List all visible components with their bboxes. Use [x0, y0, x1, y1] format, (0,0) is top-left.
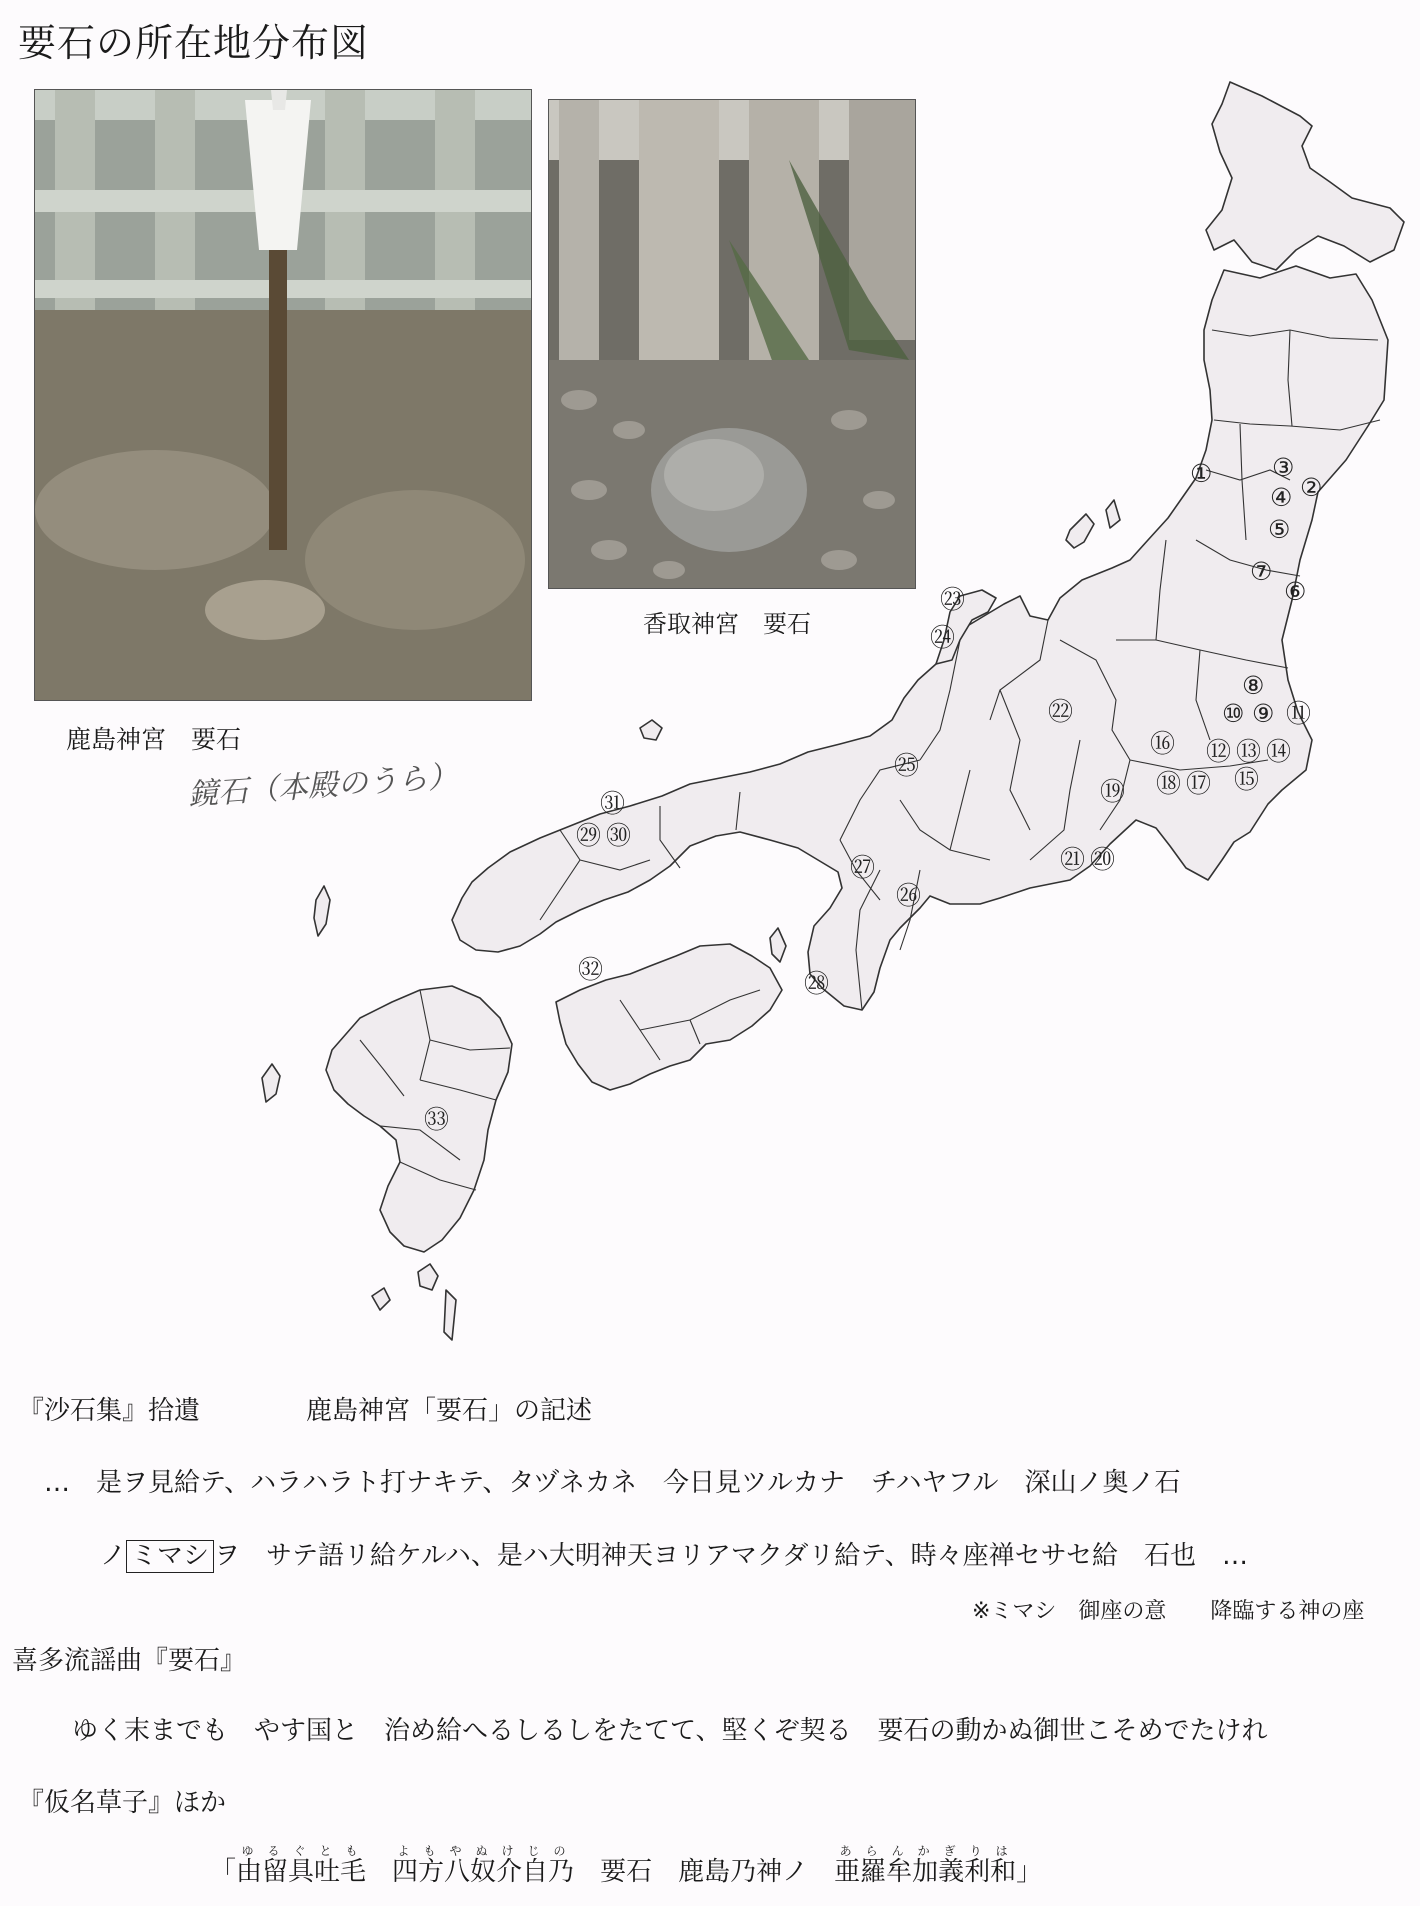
yokyoku-heading: 喜多流謡曲『要石』 — [12, 1646, 247, 1676]
map-marker-29: ㉙ — [576, 821, 602, 850]
shasekishu-line-1: … 是ヲ見給テ、ハラハラト打ナキテ、タヅネカネ 今日見ツルカナ チハヤフル 深山ノ奥ノ石 — [44, 1468, 1181, 1498]
map-marker-11: ⑪ — [1286, 699, 1312, 728]
verse-part-1 — [236, 1844, 367, 1887]
map-marker-20: ⑳ — [1090, 845, 1116, 874]
map-marker-33: ㉝ — [424, 1105, 450, 1134]
close-quote: 」 — [1016, 1857, 1043, 1887]
map-marker-23: ㉓ — [940, 585, 966, 614]
map-marker-5: ⑤ — [1268, 515, 1291, 544]
map-marker-12: ⑫ — [1206, 737, 1232, 766]
map-marker-1: ① — [1190, 459, 1213, 488]
map-marker-30: ㉚ — [606, 821, 632, 850]
mimashi-note: ※ミマシ 御座の意 降臨する神の座 — [972, 1599, 1365, 1624]
yokyoku-line: ゆく末までも やす国と 治め給へるしるしをたてて、堅くぞ契る 要石の動かぬ御世こそめでたけれ — [72, 1716, 1268, 1746]
kashima-kaname-ishi-photo — [34, 89, 532, 701]
map-marker-14: ⑭ — [1266, 737, 1292, 766]
map-marker-8: ⑧ — [1242, 671, 1265, 700]
map-marker-10: ⑩ — [1222, 699, 1245, 728]
map-marker-26: ㉖ — [896, 881, 922, 910]
shasekishu-line-2 — [100, 1535, 1248, 1573]
verse-part-1-text: 由留具吐毛 — [236, 1857, 367, 1887]
map-marker-25: ㉕ — [894, 751, 920, 780]
line-2-rest: ヲ サテ語リ給ケルハ、是ハ大明神天ヨリアマクダリ給テ、時々座禅セサセ給 石也 … — [214, 1541, 1249, 1571]
shasekishu-heading: 『沙石集』拾遺 — [18, 1396, 201, 1426]
map-marker-16: ⑯ — [1150, 729, 1176, 758]
verse-part-1-reading: ゆるぐとも — [236, 1844, 367, 1858]
handwritten-note: 鏡石（本殿のうら） — [187, 759, 459, 813]
map-marker-4: ④ — [1270, 483, 1293, 512]
map-marker-9: ⑨ — [1252, 699, 1275, 728]
katori-caption: 香取神宮 要石 — [643, 610, 811, 638]
map-marker-19: ⑲ — [1100, 777, 1126, 806]
map-marker-17: ⑰ — [1186, 769, 1212, 798]
katori-kaname-ishi-photo — [548, 99, 916, 589]
map-marker-21: ㉑ — [1060, 845, 1086, 874]
verse-part-2-text: 四方八奴介自乃 — [392, 1857, 575, 1887]
map-marker-18: ⑱ — [1156, 769, 1182, 798]
map-marker-7: ⑦ — [1250, 557, 1273, 586]
mimashi-boxed-word: ミマシ — [126, 1540, 214, 1573]
map-marker-15: ⑮ — [1234, 765, 1260, 794]
map-marker-31: ㉛ — [600, 789, 626, 818]
shasekishu-topic: 鹿島神宮「要石」の記述 — [306, 1396, 593, 1426]
map-marker-13: ⑬ — [1236, 737, 1262, 766]
map-marker-32: ㉜ — [578, 955, 604, 984]
open-quote: 「 — [210, 1857, 237, 1887]
map-marker-3: ③ — [1272, 453, 1295, 482]
map-marker-28: ㉘ — [804, 969, 830, 998]
verse-part-4 — [834, 1844, 1017, 1887]
verse-part-3: 要石 鹿島乃神ノ — [600, 1857, 809, 1887]
kanazoshi-verse — [210, 1844, 1042, 1888]
map-marker-2: ② — [1300, 473, 1323, 502]
map-marker-6: ⑥ — [1284, 577, 1307, 606]
verse-part-2-reading: よもやぬけじの — [392, 1844, 575, 1858]
verse-part-4-reading: あらんかぎりは — [834, 1844, 1017, 1858]
verse-part-4-text: 亜羅牟加義利和 — [834, 1857, 1017, 1887]
page-title: 要石の所在地分布図 — [18, 21, 370, 65]
line-2-prefix: ノ — [100, 1541, 127, 1571]
map-marker-27: ㉗ — [850, 853, 876, 882]
map-marker-22: ㉒ — [1048, 697, 1074, 726]
map-marker-24: ㉔ — [930, 623, 956, 652]
kanazoshi-heading: 『仮名草子』ほか — [18, 1788, 227, 1818]
verse-part-2 — [392, 1844, 575, 1887]
kashima-caption: 鹿島神宮 要石 — [66, 725, 242, 754]
